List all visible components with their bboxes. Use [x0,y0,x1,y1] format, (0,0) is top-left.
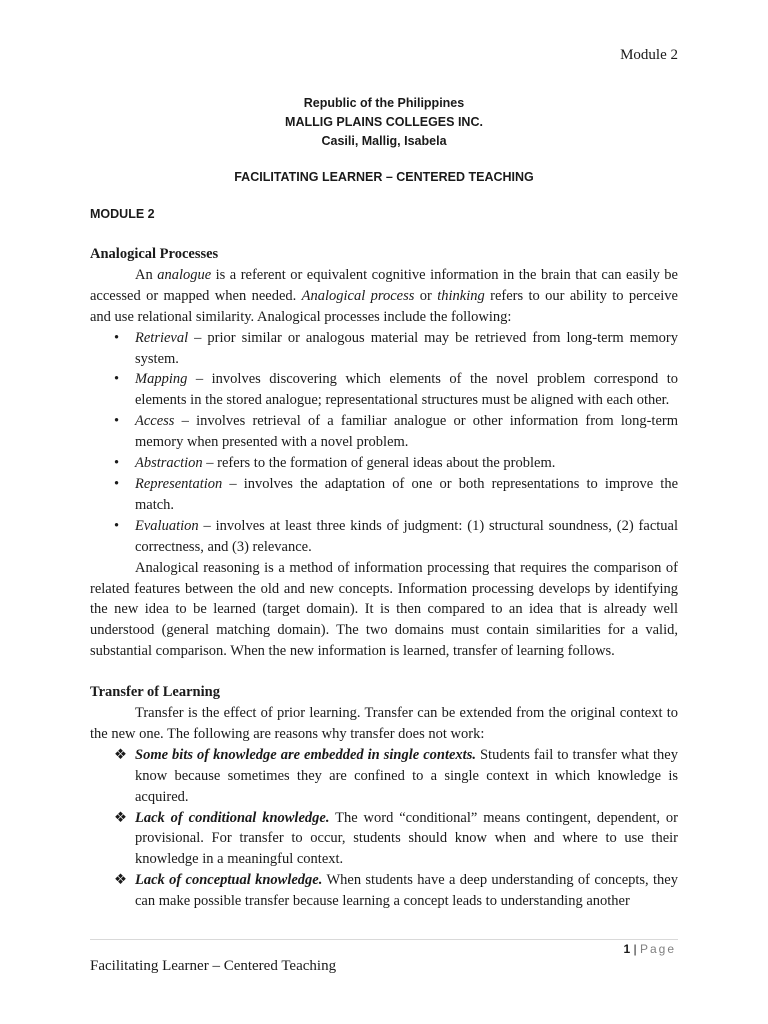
module-label: MODULE 2 [90,207,155,221]
item-text: prior similar or analogous material may be retrieved from long-term memory system. [135,329,678,367]
item-text: involves at least three kinds of judgment: (1) structural soundness, (2) factual correctness, and (3) relevance. [135,517,678,555]
item-term: Lack of conditional knowledge. [135,809,330,826]
header-line-college: MALLIG PLAINS COLLEGES INC. [285,115,483,129]
item-term: Abstraction [135,455,203,472]
list-item-conceptual-knowledge [90,870,678,912]
list-item-representation [90,474,678,516]
intro-text: refers to our ability to perceive and use relational similarity. Analogical processes include the following: [90,287,678,325]
list-item-access [90,411,678,453]
diamond-bullet-icon: ❖ [114,746,127,763]
transfer-reasons-list [90,745,678,912]
institution-header [90,94,678,151]
bullet-dot-icon: • [114,413,120,430]
item-text: When students have a deep understanding of concepts, they can make possible transfer because learning a concept leads to understanding another [135,872,678,910]
item-dash: – [202,455,218,472]
list-item-retrieval [90,328,678,370]
intro-text: An [135,266,158,283]
item-text: involves the adaptation of one or both representations to improve the match. [135,475,679,513]
bullet-dot-icon: • [114,329,120,346]
item-term: Representation [135,475,223,492]
intro-text: is a referent or equivalent cognitive information in the brain that can easily be accessed or mapped when needed. [90,266,678,304]
item-term: Retrieval [135,329,189,346]
item-text: involves discovering which elements of the novel problem correspond to elements in the stored analogue; representational structures must be aligned with each other. [135,371,679,409]
footer-title: Facilitating Learner – Centered Teaching [90,958,337,974]
section-heading-analogical: Analogical Processes [90,246,219,262]
list-item-abstraction [90,453,678,474]
bullet-dot-icon: • [114,475,120,492]
item-term: Lack of conceptual knowledge. [135,872,323,889]
list-item-evaluation [90,516,678,558]
item-dash: – [198,517,216,534]
document-body [90,244,678,912]
section-spacer [90,662,678,682]
list-item-single-contexts [90,745,678,808]
term-analogue: analogue [157,266,212,283]
list-item-conditional-knowledge [90,808,678,871]
item-text: The word “conditional” means contingent, dependent, or provisional. For transfer to occur, students should know when and where to use their knowledge in a meaningful context. [135,809,679,868]
item-term: Access [135,413,175,430]
list-item-mapping [90,369,678,411]
item-dash: – [174,413,197,430]
module-tag: Module 2 [620,47,678,63]
item-term: Mapping [135,371,188,388]
bullet-dot-icon: • [114,455,120,472]
analogical-intro-paragraph [90,265,678,328]
bullet-dot-icon: • [114,517,120,534]
diamond-bullet-icon: ❖ [114,809,127,826]
page-number-value: 1 [623,942,631,956]
intro-text: or [414,287,438,304]
footer-divider [90,939,678,940]
header-line-republic: Republic of the Philippines [303,96,465,110]
item-text: Students fail to transfer what they know because sometimes they are confined to a single context in which knowledge is acquired. [135,746,678,805]
header-line-address: Casili, Mallig, Isabela [321,134,447,148]
analogical-reasoning-paragraph: Analogical reasoning is a method of information processing that requires the comparison of related features between the old and new concepts. Information processing develops by identifying the new idea to be learned (target domain). It is then compared to an idea that is already well understood (general matching domain). The two domains must contain similarities for a valid, substantial comparison. When the new information is learned, transfer of learning follows. [90,559,678,660]
diamond-bullet-icon: ❖ [114,872,127,889]
item-dash: – [187,371,212,388]
section-heading-transfer: Transfer of Learning [90,684,220,701]
item-dash: – [188,329,208,346]
course-title: FACILITATING LEARNER – CENTERED TEACHING [234,170,534,184]
page-word: Page [639,942,676,956]
analogical-process-list [90,328,678,558]
item-term: Some bits of knowledge are embedded in single contexts. [135,746,476,763]
bullet-dot-icon: • [114,371,120,388]
page-separator: | [630,942,640,956]
transfer-intro-paragraph: Transfer is the effect of prior learning. Transfer can be extended from the original context to the new one. The following are reasons why transfer does not work: [90,705,678,742]
term-thinking: thinking [437,287,485,304]
item-dash: – [222,475,244,492]
term-analogical-process: Analogical process [301,287,415,304]
item-text: involves retrieval of a familiar analogue or other information from long-term memory when presented with a novel problem. [135,413,679,451]
page-number [623,942,676,956]
item-term: Evaluation [135,517,199,534]
item-text: refers to the formation of general ideas about the problem. [217,455,556,472]
